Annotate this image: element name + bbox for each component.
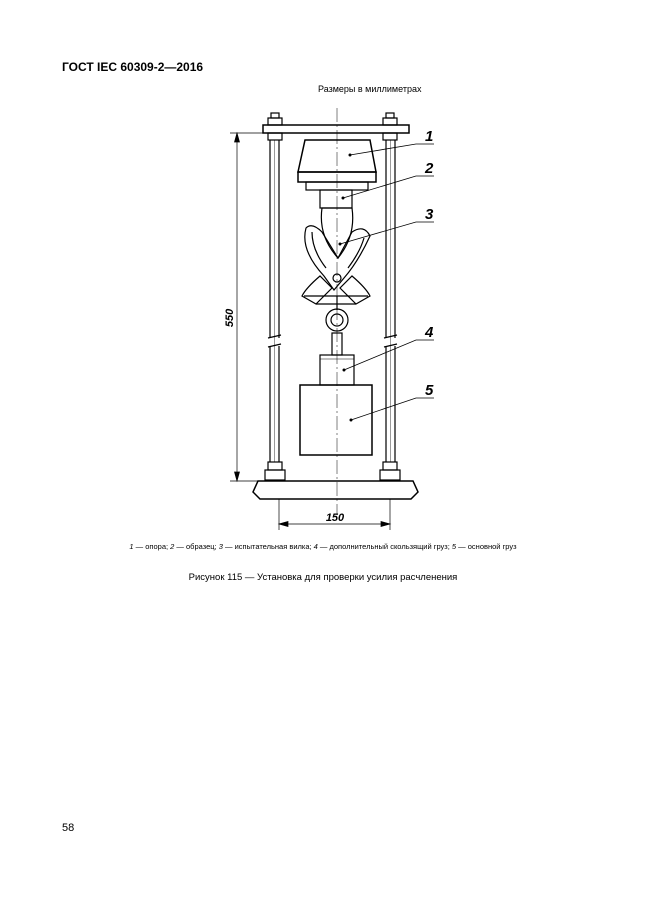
- legend-num-1: 1: [129, 542, 134, 551]
- legend-num-3: 3: [218, 542, 223, 551]
- callout-2: 2: [425, 160, 434, 177]
- document-header: ГОСТ IEC 60309-2—2016: [62, 60, 204, 74]
- base-plate: [253, 481, 418, 499]
- page-number: 58: [62, 822, 75, 834]
- legend-num-4: 4: [313, 542, 318, 551]
- legend-text-5: — основной груз: [456, 542, 517, 551]
- legend-text-3: — испытательная вилка;: [222, 542, 314, 551]
- main-weight: [300, 385, 372, 455]
- top-plate: [263, 125, 409, 133]
- figure-caption: Рисунок 115 — Установка для проверки усилия расчленения: [188, 572, 458, 583]
- callout-4: 4: [425, 324, 434, 341]
- legend-num-2: 2: [170, 542, 175, 551]
- guide-rods: [268, 140, 397, 462]
- callout-3: 3: [425, 206, 434, 223]
- dim-width-label: 150: [325, 512, 345, 524]
- legend-text-4: — дополнительный скользящий груз;: [317, 542, 452, 551]
- dimensions-note: Размеры в миллиметрах: [318, 84, 422, 94]
- callout-5: 5: [425, 382, 434, 399]
- callout-1: 1: [425, 128, 434, 145]
- legend-num-5: 5: [451, 542, 457, 551]
- legend-text-2: — образец;: [174, 542, 219, 551]
- test-plug: [302, 226, 370, 331]
- figure-legend: [0, 542, 646, 551]
- dim-height-label: 550: [224, 308, 236, 328]
- legend-text-1: — опора;: [133, 542, 171, 551]
